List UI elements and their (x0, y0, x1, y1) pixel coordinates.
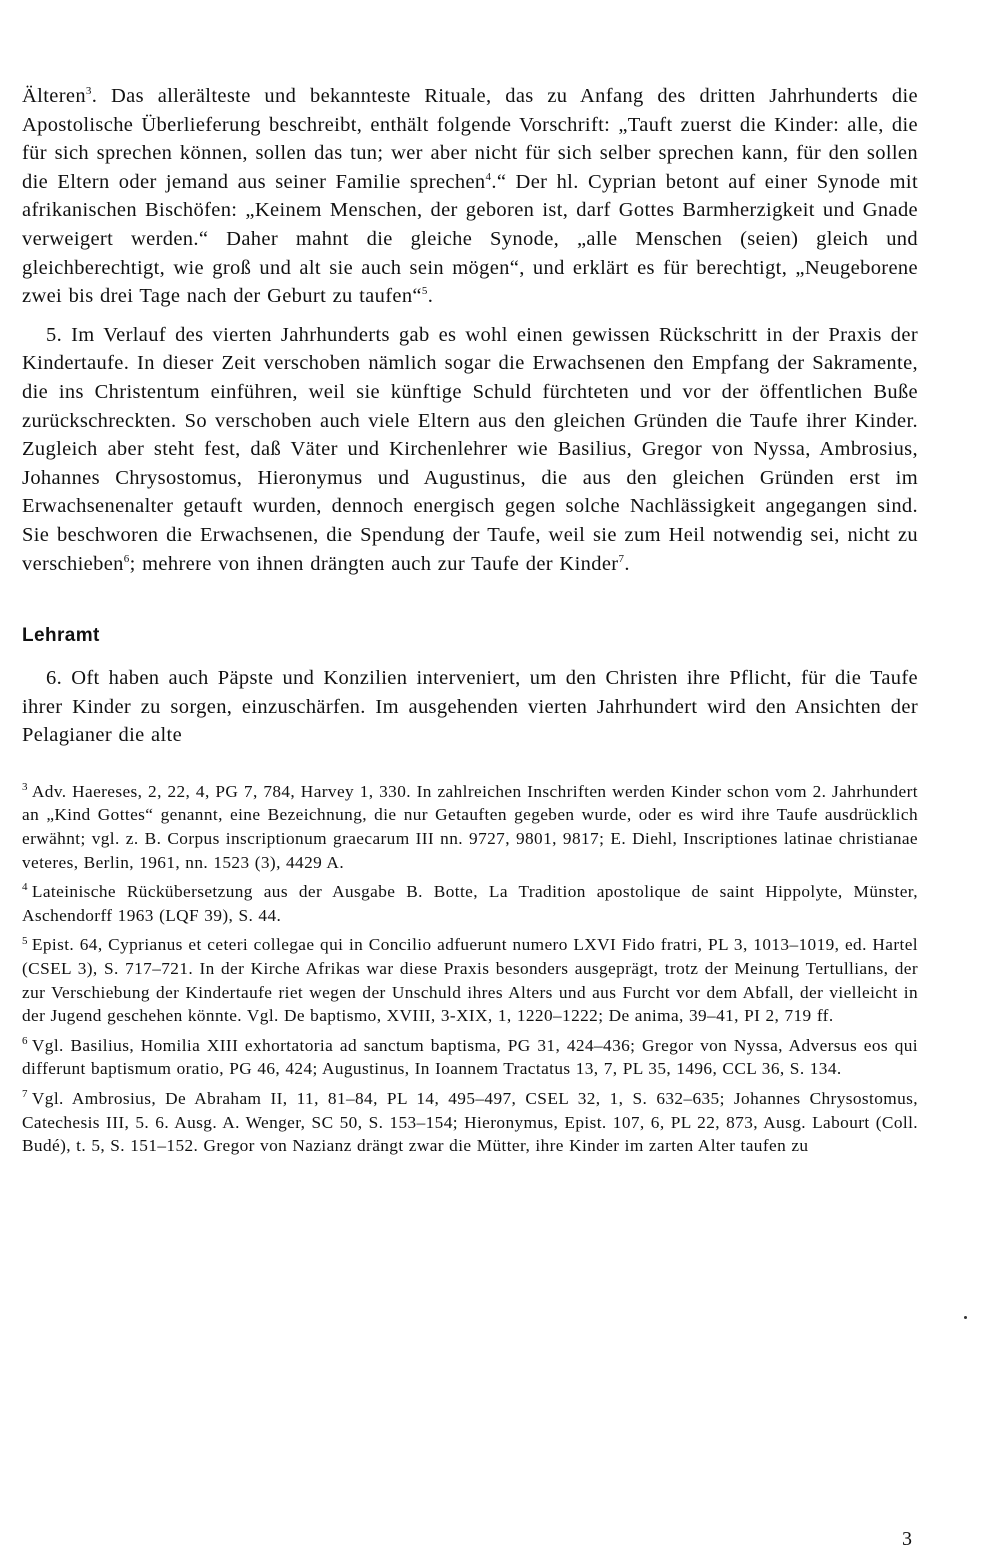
footnotes (22, 780, 918, 1158)
scan-speck (964, 1316, 967, 1319)
footnote-6: $^6$ Vgl. Basilius, Homilia XIII exhortatoria ad sanctum baptisma, PG 31, 424–436; Gregor von Nyssa, Adversus eos qui differunt baptismum oratio, PG 46, 424; Augustinus, In Ioannem Tractatus 13, 7, PL 35, 1496, CCL 36, S. 134. (22, 1035, 918, 1079)
page-number: 3 (902, 1528, 912, 1550)
footnote-3: $^3$ Adv. Haereses, 2, 22, 4, PG 7, 784, Harvey 1, 330. In zahlreichen Inschriften werden Kinder schon vom 2. Jahrhundert an „Kind Gottes“ genannt, eine Bezeichnung, die nur Getauften gegeben wurde, oder es wird ihre Taufe ausdrücklich erwähnt; vgl. z. B. Corpus inscriptionum graecarum III nn. 9727, 9801, 9817; E. Diehl, Inscriptiones latinae christianae veteres, Berlin, 1961, nn. 1523 (3), 4429 A. (22, 781, 918, 872)
footnote-4: $^4$ Lateinische Rückübersetzung aus der Ausgabe B. Botte, La Tradition apostolique de saint Hippolyte, Münster, Aschendorff 1963 (LQF 39), S. 44. (22, 881, 918, 925)
paragraph-6: 6. Oft haben auch Päpste und Konzilien interveniert, um den Christen ihre Pflicht, für die Taufe ihrer Kinder zu sorgen, einzuschärfen. Im ausgehenden vierten Jahrhundert wird den Ansichten der Pelagianer die alte (22, 667, 918, 747)
paragraph-4-continuation: Älteren$^3$. Das allerälteste und bekannteste Rituale, das zu Anfang des dritten Jahrhunderts die Apostolische Überlieferung beschreibt, enthält folgende Vorschrift: „Tauft zuerst die Kinder: alle, die für sich sprechen können, sollen das tun; wer aber nicht für sich selber sprechen kann, für den sollen die Eltern oder jemand aus seiner Familie sprechen$^4$.“ Der hl. Cyprian betont auf einer Synode mit afrikanischen Bischöfen: „Keinem Menschen, der geboren ist, darf Gottes Barmherzigkeit und Gnade verweigert werden.“ Daher mahnt die gleiche Synode, „alle Menschen (seien) gleich und gleichberechtigt, wie groß und alt sie auch sein mögen“, und erklärt es für berechtigt, „Neugeborene zwei bis drei Tage nach der Geburt zu taufen“$^5$. (22, 85, 918, 308)
footnote-7: $^7$ Vgl. Ambrosius, De Abraham II, 11, 81–84, PL 14, 495–497, CSEL 32, 1, S. 632–635; Johannes Chrysostomus, Catechesis III, 5. 6. Ausg. A. Wenger, SC 50, S. 153–154; Hieronymus, Epist. 107, 6, PL 22, 873, Ausg. Labourt (Coll. Budé), t. 5, S. 151–152. Gregor von Nazianz drängt zwar die Mütter, ihre Kinder im zarten Alter taufen zu (22, 1088, 918, 1156)
section-heading: Lehramt (22, 625, 100, 647)
footnote-5: $^5$ Epist. 64, Cyprianus et ceteri collegae qui in Concilio adfuerunt numero LXVI Fido fratri, PL 3, 1013–1019, ed. Hartel (CSEL 3), S. 717–721. In der Kirche Afrikas war diese Praxis besonders ausgeprägt, trotz der Meinung Tertullians, der zur Verschiebung der Kindertaufe riet wegen der Unschuld ihres Alters und aus Furcht vor dem Abfall, der vielleicht in der Jugend geschehen könnte. Vgl. De baptismo, XVIII, 3-XIX, 1, 1220–1222; De anima, 39–41, PI 2, 719 ff. (22, 934, 918, 1026)
main-text (22, 82, 918, 578)
document-page (22, 82, 918, 1164)
paragraph-5: 5. Im Verlauf des vierten Jahrhunderts gab es wohl einen gewissen Rückschritt in der Praxis der Kindertaufe. In dieser Zeit verschoben nämlich sogar die Erwachsenen den Empfang der Sakramente, die ins Christentum einführen, weil sie künftige Schuld fürchteten und vor der öffentlichen Buße zurückschreckten. So verschoben auch viele Eltern aus den gleichen Gründen die Taufe ihrer Kinder. Zugleich aber steht fest, daß Väter und Kirchenlehrer wie Basilius, Gregor von Nyssa, Ambrosius, Johannes Chrysostomus, Hieronymus und Augustinus, die aus den gleichen Gründen erst im Erwachsenenalter getauft wurden, dennoch energisch gegen solche Nachlässigkeit angegangen sind. Sie beschworen die Erwachsenen, die Spendung der Taufe, weil sie zum Heil notwendig sei, nicht zu verschieben$^6$; mehrere von ihnen drängten auch zur Taufe der Kinder$^7$. (22, 323, 918, 575)
footnote-ref-3: 3 (85, 85, 92, 98)
footnote-ref-4: 4 (485, 170, 492, 183)
footnote-ref-5: 5 (421, 285, 428, 298)
footnote-ref-6: 6 (123, 552, 130, 565)
footnote-ref-7: 7 (618, 552, 625, 565)
